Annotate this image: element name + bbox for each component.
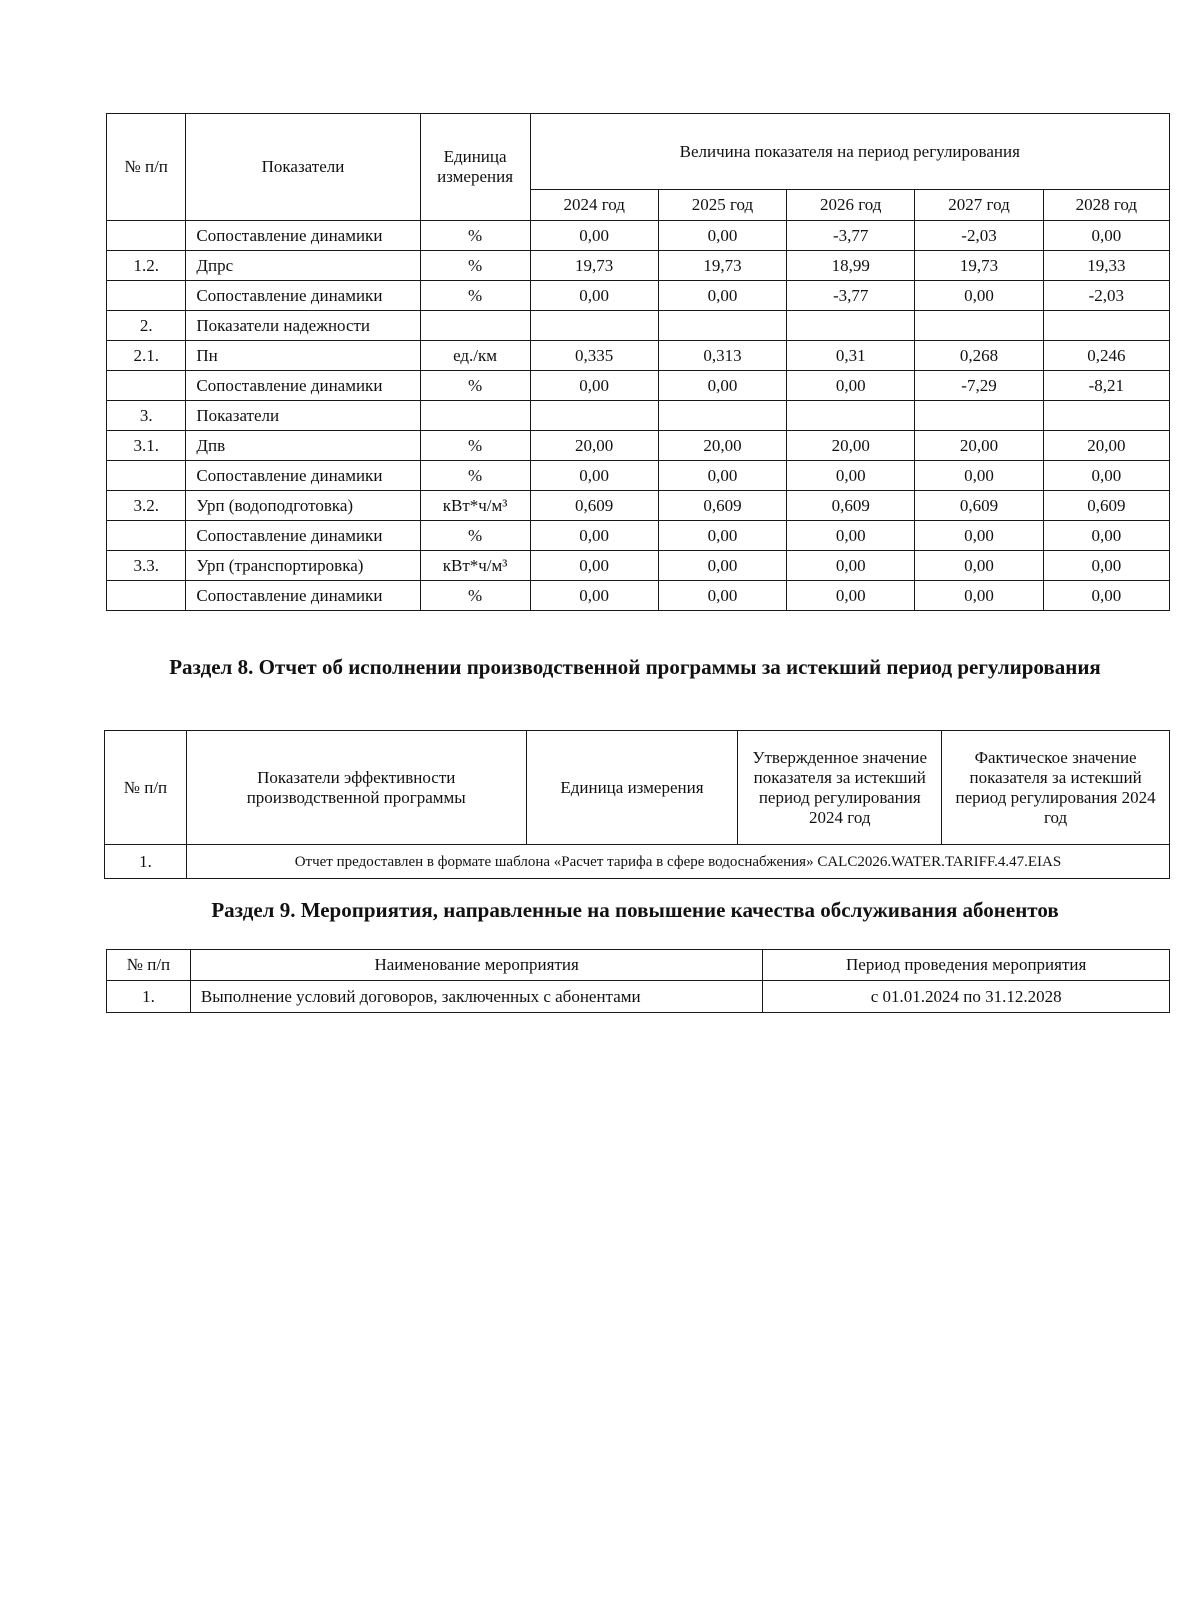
row-num [107,281,186,311]
row-value [787,401,915,431]
row-value: 0,00 [530,281,658,311]
header-year: 2024 год [530,190,658,221]
row-value: 0,00 [787,371,915,401]
s9-row-num: 1. [107,981,191,1013]
row-unit [420,311,530,341]
row-value: 0,609 [787,491,915,521]
table-row [107,521,1170,551]
row-value: -7,29 [915,371,1043,401]
header-indicators: Показатели [186,114,420,221]
row-name: Дпрс [186,251,420,281]
row-value: 0,00 [530,371,658,401]
row-unit: кВт*ч/м³ [420,491,530,521]
row-name: Пн [186,341,420,371]
row-value: 19,73 [915,251,1043,281]
row-value: -2,03 [1043,281,1169,311]
row-value: 0,268 [915,341,1043,371]
row-unit: ед./км [420,341,530,371]
row-name: Сопоставление динамики [186,371,420,401]
row-value: 0,00 [1043,581,1169,611]
row-value: 0,335 [530,341,658,371]
row-unit: кВт*ч/м³ [420,551,530,581]
row-value: 0,00 [1043,461,1169,491]
row-value: 0,00 [915,281,1043,311]
row-value: 0,00 [658,281,786,311]
row-num [107,461,186,491]
section8-table [104,730,1170,879]
section9-title: Раздел 9. Мероприятия, направленные на повышение качества обслуживания абонентов [211,898,1059,922]
table-row [107,371,1170,401]
row-unit: % [420,581,530,611]
row-value: 0,313 [658,341,786,371]
row-value: 0,00 [915,521,1043,551]
s8-header-actual: Фактическое значение показателя за истекший период регулирования 2024 год [942,731,1170,845]
row-value: 0,00 [1043,551,1169,581]
row-value [1043,401,1169,431]
row-value: 0,00 [915,551,1043,581]
row-name: Показатели надежности [186,311,420,341]
row-unit: % [420,281,530,311]
section9-table [106,949,1170,1013]
s8-row-num: 1. [105,845,187,879]
row-value: 0,00 [658,581,786,611]
header-year: 2027 год [915,190,1043,221]
row-num [107,221,186,251]
row-value: 0,609 [530,491,658,521]
row-num: 2.1. [107,341,186,371]
row-num: 2. [107,311,186,341]
row-num: 3. [107,401,186,431]
row-value: 0,609 [658,491,786,521]
row-value: 20,00 [1043,431,1169,461]
row-value: 0,00 [787,581,915,611]
row-name: Сопоставление динамики [186,521,420,551]
row-num [107,521,186,551]
table-row [107,311,1170,341]
row-name: Дпв [186,431,420,461]
row-value: 19,73 [530,251,658,281]
section8-title: Раздел 8. Отчет об исполнении производственной программы за истекший период регулирования [169,655,1101,679]
table-row [107,401,1170,431]
row-value: 0,00 [530,221,658,251]
row-value: 0,31 [787,341,915,371]
indicators-table [106,113,1170,611]
header-value-period: Величина показателя на период регулирования [530,114,1169,190]
row-value: 0,00 [787,521,915,551]
s8-row-text: Отчет предоставлен в формате шаблона «Расчет тарифа в сфере водоснабжения» CALC2026.WATER.TARIFF.4.47.EIAS [186,845,1169,879]
row-name: Урп (транспортировка) [186,551,420,581]
header-year: 2025 год [658,190,786,221]
row-name: Сопоставление динамики [186,461,420,491]
row-value: 0,00 [1043,221,1169,251]
row-value: 0,00 [658,371,786,401]
header-year: 2028 год [1043,190,1169,221]
row-value: -8,21 [1043,371,1169,401]
row-value [787,311,915,341]
table-row [107,221,1170,251]
s8-header-approved: Утвержденное значение показателя за истекший период регулирования 2024 год [738,731,942,845]
row-value: 0,00 [530,581,658,611]
s9-row-period: с 01.01.2024 по 31.12.2028 [763,981,1170,1013]
table-row [107,461,1170,491]
row-value: 0,00 [658,551,786,581]
row-unit: % [420,461,530,491]
row-value: 18,99 [787,251,915,281]
header-year: 2026 год [787,190,915,221]
row-value: 0,609 [1043,491,1169,521]
row-value: 0,609 [915,491,1043,521]
row-value [530,311,658,341]
row-value [915,401,1043,431]
row-value: 0,246 [1043,341,1169,371]
row-num: 3.1. [107,431,186,461]
row-unit: % [420,431,530,461]
table-row [107,551,1170,581]
table-row [107,491,1170,521]
row-num [107,371,186,401]
row-value: -3,77 [787,281,915,311]
s9-header-period: Период проведения мероприятия [763,950,1170,981]
row-unit: % [420,521,530,551]
header-num: № п/п [107,114,186,221]
row-value [658,311,786,341]
table-row [107,251,1170,281]
row-value: 0,00 [658,461,786,491]
row-name: Сопоставление динамики [186,581,420,611]
row-num: 3.2. [107,491,186,521]
row-name: Сопоставление динамики [186,221,420,251]
row-unit: % [420,221,530,251]
s8-header-unit: Единица измерения [526,731,738,845]
row-num: 3.3. [107,551,186,581]
row-name: Сопоставление динамики [186,281,420,311]
row-num: 1.2. [107,251,186,281]
table-row [107,581,1170,611]
row-value: 0,00 [1043,521,1169,551]
table-row [107,431,1170,461]
row-value: 20,00 [787,431,915,461]
row-value: 0,00 [915,461,1043,491]
row-value [1043,311,1169,341]
row-value: 20,00 [915,431,1043,461]
row-value: 20,00 [530,431,658,461]
s8-header-indicators: Показатели эффективности производственной программы [186,731,526,845]
row-value: 0,00 [787,551,915,581]
row-value: -2,03 [915,221,1043,251]
row-value: 0,00 [530,551,658,581]
row-name: Показатели [186,401,420,431]
row-value: 0,00 [915,581,1043,611]
row-value: 0,00 [530,461,658,491]
row-unit: % [420,251,530,281]
row-value: 0,00 [530,521,658,551]
row-value: 0,00 [787,461,915,491]
row-unit [420,401,530,431]
row-value: 20,00 [658,431,786,461]
s9-row-name: Выполнение условий договоров, заключенных с абонентами [190,981,762,1013]
table-row [107,281,1170,311]
row-value [915,311,1043,341]
header-unit: Единица измерения [420,114,530,221]
row-value: -3,77 [787,221,915,251]
row-unit: % [420,371,530,401]
row-value: 0,00 [658,221,786,251]
row-value [530,401,658,431]
s9-header-num: № п/п [107,950,191,981]
row-value [658,401,786,431]
s9-header-name: Наименование мероприятия [190,950,762,981]
table-row [107,341,1170,371]
row-num [107,581,186,611]
row-value: 19,73 [658,251,786,281]
row-name: Урп (водоподготовка) [186,491,420,521]
row-value: 0,00 [658,521,786,551]
s8-header-num: № п/п [105,731,187,845]
row-value: 19,33 [1043,251,1169,281]
